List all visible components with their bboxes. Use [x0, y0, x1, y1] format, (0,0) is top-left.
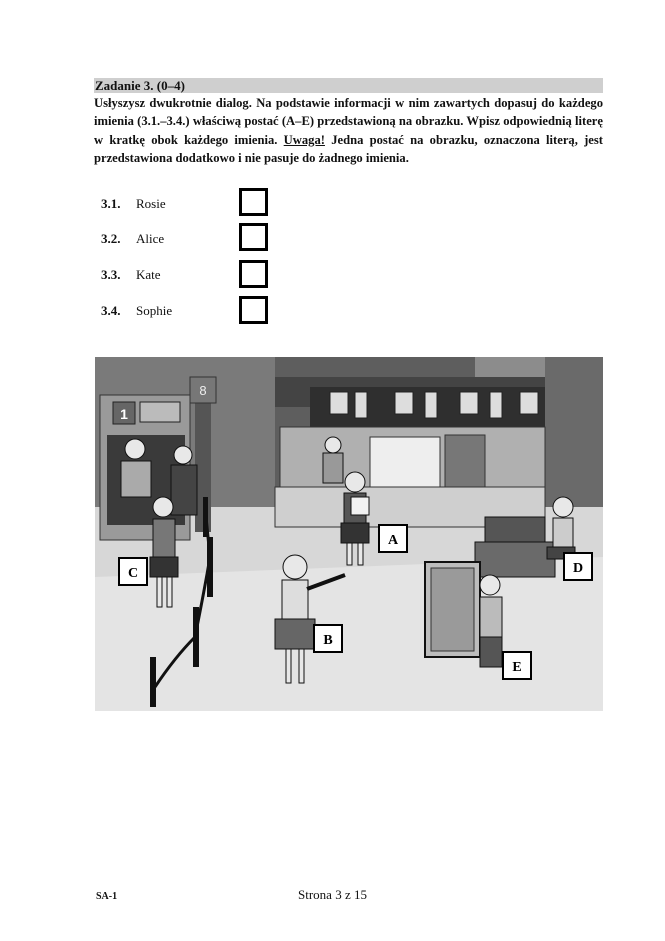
item-3-4	[101, 301, 172, 321]
label-d	[564, 553, 592, 580]
label-c	[119, 558, 147, 585]
item-name: Kate	[136, 267, 161, 282]
label-b	[314, 625, 342, 652]
item-3-3	[101, 265, 161, 285]
item-number: 3.2.	[101, 231, 121, 246]
instruction-text-2: Jedna postać na obrazku, oznaczona literą, jest przedstawiona dodatkowo i nie pasuje do żadnego imienia.	[94, 132, 603, 165]
svg-text:C: C	[127, 566, 139, 581]
svg-text:E: E	[512, 660, 522, 675]
answer-box-3-4[interactable]	[239, 296, 268, 324]
svg-text:B: B	[323, 633, 333, 648]
answer-box-3-3[interactable]	[239, 260, 268, 288]
item-3-1	[101, 194, 166, 214]
task-instructions	[94, 94, 603, 167]
answer-box-3-2[interactable]	[239, 223, 268, 251]
item-name: Alice	[136, 231, 165, 246]
item-name: Sophie	[136, 303, 173, 318]
warning-label: Uwaga!	[283, 132, 325, 147]
screen-one-sign: 1	[120, 406, 128, 422]
item-number: 3.1.	[101, 196, 121, 211]
item-number: 3.4.	[101, 303, 121, 318]
page-number: Strona 3 z 15	[298, 887, 367, 902]
item-name: Rosie	[136, 196, 166, 211]
label-e	[503, 652, 531, 679]
cinema-illustration	[95, 357, 603, 711]
screen-eight-sign: 8	[199, 383, 207, 398]
answer-box-3-1[interactable]	[239, 188, 268, 216]
item-number: 3.3.	[101, 267, 121, 282]
svg-text:A: A	[387, 533, 399, 548]
cinema-scene-svg	[95, 357, 603, 711]
task-title: Zadanie 3. (0–4)	[94, 78, 603, 93]
svg-text:D: D	[572, 561, 584, 576]
item-3-2	[101, 229, 164, 249]
footer-code: SA-1	[96, 891, 118, 902]
label-a	[379, 525, 407, 552]
instruction-text-1: Usłyszysz dwukrotnie dialog. Na podstawie informacji w nim zawartych dopasuj do każdego imienia (3.1.–3.4.) właściwą postać (A–E) przedstawioną na obrazku. Wpisz odpowiednią literę w kratkę obok każdego imienia.	[94, 96, 603, 147]
